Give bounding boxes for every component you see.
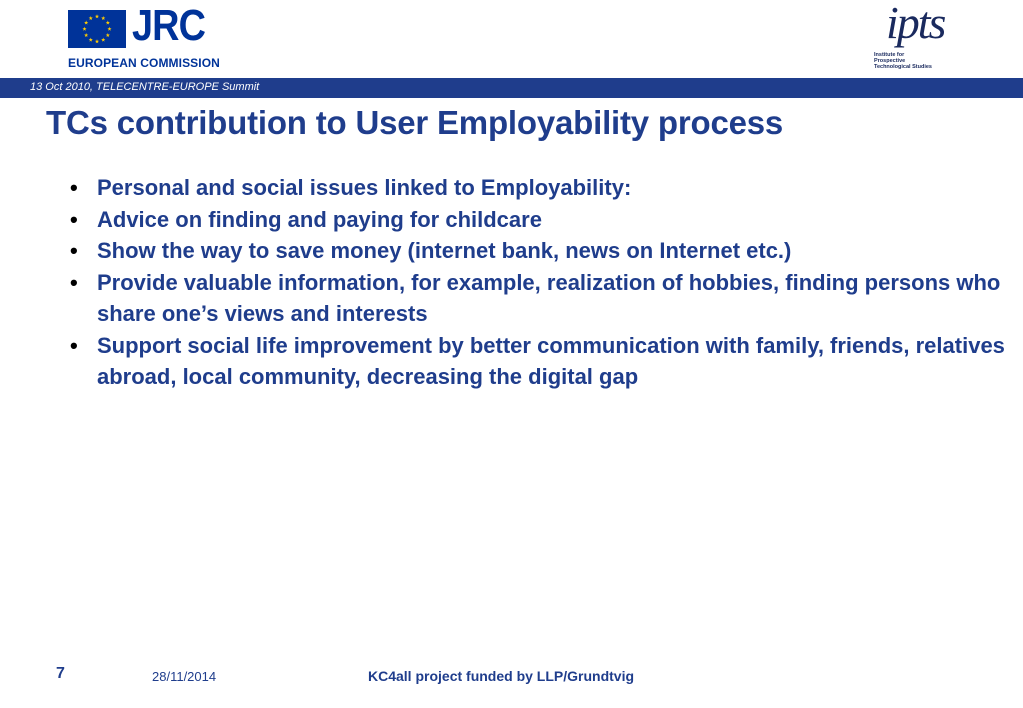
- eu-star-icon: [107, 27, 111, 31]
- bullet-icon: •: [70, 269, 78, 295]
- ipts-logo: [872, 0, 964, 76]
- eu-star-icon: [101, 38, 105, 42]
- eu-star-icon: [89, 16, 93, 20]
- slide-title: TCs contribution to User Employability process: [46, 104, 784, 141]
- event-band: [0, 78, 1023, 98]
- ipts-subtitle: [874, 52, 932, 70]
- bullet-text: Show the way to save money (internet bank, news on Internet etc.): [97, 238, 792, 263]
- eu-star-icon: [101, 16, 105, 20]
- bullet-item: [70, 330, 1015, 393]
- bullet-item: [70, 267, 1015, 330]
- eu-flag-icon: [68, 10, 126, 48]
- bullet-icon: •: [70, 332, 78, 358]
- bullet-item: [70, 204, 1015, 236]
- ipts-subtitle-line: Institute for: [874, 52, 905, 58]
- bullet-item: [70, 172, 1015, 204]
- eu-star-icon: [95, 14, 99, 18]
- eu-star-icon: [106, 21, 110, 25]
- jrc-logo: [68, 1, 220, 72]
- bullet-item: [70, 235, 1015, 267]
- bullet-icon: •: [70, 175, 78, 200]
- european-commission-label: EUROPEAN COMMISSION: [68, 56, 220, 70]
- event-label: 13 Oct 2010, TELECENTRE-EUROPE Summit: [30, 81, 260, 93]
- slide-number: 7: [56, 665, 65, 682]
- eu-star-icon: [84, 21, 88, 25]
- bullet-list: [70, 172, 1015, 393]
- bullet-text: Personal and social issues linked to Employability:: [97, 175, 632, 200]
- footer-funding-text: KC4all project funded by LLP/Grundtvig: [368, 668, 635, 684]
- bullet-text: Advice on finding and paying for childcare: [97, 206, 542, 232]
- bullet-text: Support social life improvement by better communication with family, friends, relatives abroad, local community, decreasing the digital gap: [97, 332, 1005, 389]
- eu-star-icon: [82, 27, 86, 31]
- bullet-icon: •: [70, 238, 78, 263]
- ipts-subtitle-line: Technological Studies: [874, 64, 932, 70]
- eu-star-icon: [84, 33, 88, 37]
- ipts-wordmark: ipts: [886, 0, 945, 48]
- eu-star-icon: [106, 33, 110, 37]
- eu-star-icon: [95, 39, 99, 43]
- eu-star-icon: [89, 38, 93, 42]
- ipts-subtitle-line: Prospective: [874, 58, 906, 64]
- bullet-text: Provide valuable information, for example, realization of hobbies, finding persons who share one’s views and interests: [97, 269, 1001, 326]
- bullet-icon: •: [70, 206, 78, 232]
- footer-date: 28/11/2014: [152, 669, 217, 684]
- jrc-wordmark: JRC: [132, 1, 206, 50]
